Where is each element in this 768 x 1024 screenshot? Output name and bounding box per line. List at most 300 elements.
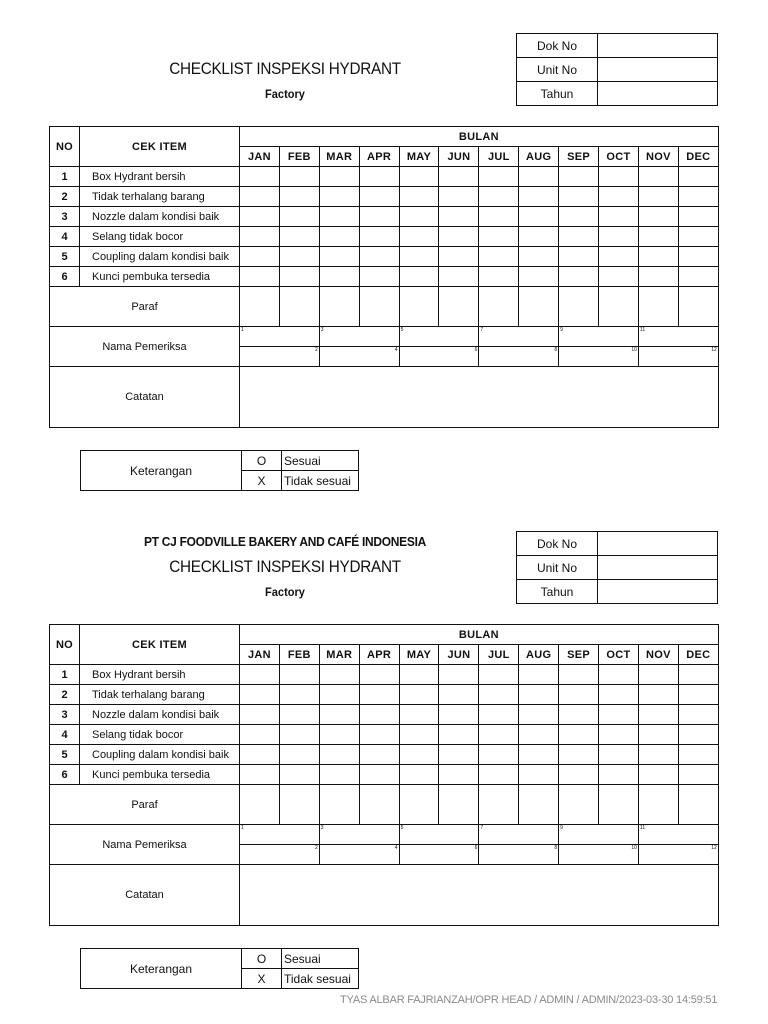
check-cell[interactable] xyxy=(559,665,599,685)
nama-cell-number[interactable]: 7 xyxy=(479,327,559,347)
check-cell[interactable] xyxy=(399,705,439,725)
check-cell[interactable] xyxy=(439,207,479,227)
nama-cell-number[interactable]: 3 xyxy=(319,825,399,845)
header-bulan: BULAN xyxy=(240,625,719,645)
paraf-cell[interactable] xyxy=(678,287,718,327)
check-cell[interactable] xyxy=(599,745,639,765)
check-cell[interactable] xyxy=(519,725,559,745)
check-cell[interactable] xyxy=(399,267,439,287)
check-cell[interactable] xyxy=(399,765,439,785)
doc-info-value-field[interactable] xyxy=(598,532,718,556)
item-number: 6 xyxy=(50,765,80,785)
item-number: 2 xyxy=(50,685,80,705)
item-label: Tidak terhalang barang xyxy=(80,187,240,207)
check-cell[interactable] xyxy=(279,725,319,745)
paraf-cell[interactable] xyxy=(559,287,599,327)
check-cell[interactable] xyxy=(559,187,599,207)
item-label: Coupling dalam kondisi baik xyxy=(80,247,240,267)
doc-info-value-field[interactable] xyxy=(598,82,718,106)
check-cell[interactable] xyxy=(638,227,678,247)
check-cell[interactable] xyxy=(240,725,280,745)
check-cell[interactable] xyxy=(279,765,319,785)
header-cek-item: CEK ITEM xyxy=(80,625,240,665)
check-cell[interactable] xyxy=(439,267,479,287)
check-cell[interactable] xyxy=(439,227,479,247)
check-cell[interactable] xyxy=(519,227,559,247)
check-cell[interactable] xyxy=(638,685,678,705)
check-cell[interactable] xyxy=(599,685,639,705)
paraf-cell[interactable] xyxy=(240,785,280,825)
header-month: FEB xyxy=(279,147,319,167)
paraf-cell[interactable] xyxy=(479,785,519,825)
doc-info-row xyxy=(517,82,718,106)
check-cell[interactable] xyxy=(479,227,519,247)
check-cell[interactable] xyxy=(678,705,718,725)
table-row xyxy=(50,765,719,785)
nama-cell-number[interactable]: 11 xyxy=(638,825,718,845)
check-cell[interactable] xyxy=(399,227,439,247)
header-month: MAR xyxy=(319,147,359,167)
catatan-field[interactable] xyxy=(240,865,719,926)
header-month: JAN xyxy=(240,147,280,167)
check-cell[interactable] xyxy=(479,705,519,725)
nama-cell-number[interactable]: 1 xyxy=(240,327,320,347)
paraf-cell[interactable] xyxy=(599,287,639,327)
check-cell[interactable] xyxy=(479,745,519,765)
check-cell[interactable] xyxy=(359,745,399,765)
check-cell[interactable] xyxy=(439,685,479,705)
doc-info-label: Unit No xyxy=(517,556,598,580)
check-cell[interactable] xyxy=(359,685,399,705)
form-subtitle: Factory xyxy=(265,87,305,101)
legend-label: Keterangan xyxy=(81,451,242,491)
header-month: AUG xyxy=(519,645,559,665)
check-cell[interactable] xyxy=(638,745,678,765)
check-cell[interactable] xyxy=(559,247,599,267)
check-cell[interactable] xyxy=(678,725,718,745)
nama-cell-number[interactable]: 6 xyxy=(399,347,479,367)
check-cell[interactable] xyxy=(678,267,718,287)
form-title: CHECKLIST INSPEKSI HYDRANT xyxy=(169,59,401,78)
nama-cell-number[interactable]: 7 xyxy=(479,825,559,845)
check-cell[interactable] xyxy=(240,167,280,187)
doc-info-row xyxy=(517,34,718,58)
header-month: OCT xyxy=(599,147,639,167)
company-name: PT CJ FOODVILLE BAKERY AND CAFÉ INDONESIA xyxy=(144,534,426,549)
check-cell[interactable] xyxy=(439,187,479,207)
nama-pemeriksa-label: Nama Pemeriksa xyxy=(50,825,240,865)
paraf-cell[interactable] xyxy=(359,287,399,327)
paraf-cell[interactable] xyxy=(519,785,559,825)
check-cell[interactable] xyxy=(638,267,678,287)
nama-cell-number[interactable]: 2 xyxy=(240,845,320,865)
document-footer: TYAS ALBAR FAJRIANZAH/OPR HEAD / ADMIN / ADMIN/2023-03-30 14:59:51 xyxy=(340,994,718,1006)
check-cell[interactable] xyxy=(678,247,718,267)
item-number: 1 xyxy=(50,167,80,187)
check-cell[interactable] xyxy=(638,665,678,685)
check-cell[interactable] xyxy=(638,705,678,725)
paraf-cell[interactable] xyxy=(240,287,280,327)
check-cell[interactable] xyxy=(559,267,599,287)
check-cell[interactable] xyxy=(319,665,359,685)
check-cell[interactable] xyxy=(519,247,559,267)
check-cell[interactable] xyxy=(479,765,519,785)
check-cell[interactable] xyxy=(319,685,359,705)
check-cell[interactable] xyxy=(678,187,718,207)
paraf-cell[interactable] xyxy=(439,785,479,825)
catatan-row xyxy=(50,865,719,926)
header-cek-item: CEK ITEM xyxy=(80,127,240,167)
check-cell[interactable] xyxy=(559,725,599,745)
nama-cell-number[interactable]: 4 xyxy=(319,347,399,367)
check-cell[interactable] xyxy=(559,227,599,247)
legend-text: Sesuai xyxy=(282,949,359,969)
legend-table xyxy=(80,450,359,491)
check-cell[interactable] xyxy=(279,267,319,287)
check-cell[interactable] xyxy=(279,187,319,207)
nama-cell-number[interactable]: 8 xyxy=(479,347,559,367)
nama-cell-number[interactable]: 5 xyxy=(399,327,479,347)
check-cell[interactable] xyxy=(279,685,319,705)
doc-info-row xyxy=(517,532,718,556)
check-cell[interactable] xyxy=(240,745,280,765)
nama-cell-number[interactable]: 4 xyxy=(319,845,399,865)
nama-cell-number[interactable]: 11 xyxy=(638,327,718,347)
check-cell[interactable] xyxy=(240,685,280,705)
check-cell[interactable] xyxy=(319,765,359,785)
check-cell[interactable] xyxy=(479,685,519,705)
check-cell[interactable] xyxy=(399,665,439,685)
check-cell[interactable] xyxy=(240,665,280,685)
check-cell[interactable] xyxy=(599,187,639,207)
check-cell[interactable] xyxy=(439,745,479,765)
check-cell[interactable] xyxy=(519,207,559,227)
check-cell[interactable] xyxy=(319,267,359,287)
doc-info-value-field[interactable] xyxy=(598,580,718,604)
nama-cell-number[interactable]: 12 xyxy=(638,347,718,367)
check-cell[interactable] xyxy=(519,187,559,207)
paraf-cell[interactable] xyxy=(519,287,559,327)
check-cell[interactable] xyxy=(279,247,319,267)
check-cell[interactable] xyxy=(399,247,439,267)
check-cell[interactable] xyxy=(319,725,359,745)
nama-cell-number[interactable]: 9 xyxy=(559,825,639,845)
check-cell[interactable] xyxy=(319,167,359,187)
paraf-cell[interactable] xyxy=(638,785,678,825)
check-cell[interactable] xyxy=(599,227,639,247)
header-month: JUN xyxy=(439,645,479,665)
check-cell[interactable] xyxy=(678,207,718,227)
check-cell[interactable] xyxy=(359,227,399,247)
check-cell[interactable] xyxy=(599,167,639,187)
check-cell[interactable] xyxy=(559,705,599,725)
nama-cell-number[interactable]: 6 xyxy=(399,845,479,865)
check-cell[interactable] xyxy=(638,207,678,227)
header-month: SEP xyxy=(559,147,599,167)
header-month: APR xyxy=(359,147,399,167)
check-cell[interactable] xyxy=(678,167,718,187)
check-cell[interactable] xyxy=(439,247,479,267)
nama-cell-number[interactable]: 12 xyxy=(638,845,718,865)
paraf-cell[interactable] xyxy=(279,287,319,327)
inspection-table xyxy=(49,624,719,926)
doc-info-label: Tahun xyxy=(517,82,598,106)
header-month: MAY xyxy=(399,147,439,167)
check-cell[interactable] xyxy=(319,187,359,207)
header-month: JAN xyxy=(240,645,280,665)
check-cell[interactable] xyxy=(599,207,639,227)
document-info-table xyxy=(516,33,718,106)
legend-row xyxy=(81,451,359,471)
paraf-cell[interactable] xyxy=(359,785,399,825)
check-cell[interactable] xyxy=(638,167,678,187)
nama-cell-number[interactable]: 8 xyxy=(479,845,559,865)
paraf-cell[interactable] xyxy=(599,785,639,825)
check-cell[interactable] xyxy=(638,765,678,785)
item-number: 4 xyxy=(50,725,80,745)
catatan-label: Catatan xyxy=(50,865,240,926)
header-month: SEP xyxy=(559,645,599,665)
check-cell[interactable] xyxy=(519,665,559,685)
check-cell[interactable] xyxy=(279,207,319,227)
check-cell[interactable] xyxy=(240,267,280,287)
legend-text: Tidak sesuai xyxy=(282,471,359,491)
check-cell[interactable] xyxy=(678,765,718,785)
check-cell[interactable] xyxy=(479,665,519,685)
header-no: NO xyxy=(50,127,80,167)
check-cell[interactable] xyxy=(359,705,399,725)
check-cell[interactable] xyxy=(479,247,519,267)
item-number: 3 xyxy=(50,705,80,725)
check-cell[interactable] xyxy=(599,705,639,725)
check-cell[interactable] xyxy=(599,247,639,267)
doc-info-row xyxy=(517,58,718,82)
check-cell[interactable] xyxy=(319,227,359,247)
check-cell[interactable] xyxy=(479,725,519,745)
check-cell[interactable] xyxy=(559,207,599,227)
paraf-label: Paraf xyxy=(50,287,240,327)
paraf-row xyxy=(50,785,719,825)
table-row xyxy=(50,665,719,685)
item-label: Kunci pembuka tersedia xyxy=(80,765,240,785)
check-cell[interactable] xyxy=(439,705,479,725)
doc-info-label: Unit No xyxy=(517,58,598,82)
check-cell[interactable] xyxy=(279,745,319,765)
table-row xyxy=(50,705,719,725)
paraf-cell[interactable] xyxy=(479,287,519,327)
legend-row xyxy=(81,949,359,969)
paraf-cell[interactable] xyxy=(638,287,678,327)
check-cell[interactable] xyxy=(479,267,519,287)
check-cell[interactable] xyxy=(399,725,439,745)
item-number: 6 xyxy=(50,267,80,287)
paraf-cell[interactable] xyxy=(319,785,359,825)
check-cell[interactable] xyxy=(359,187,399,207)
check-cell[interactable] xyxy=(319,745,359,765)
check-cell[interactable] xyxy=(559,685,599,705)
nama-pemeriksa-label: Nama Pemeriksa xyxy=(50,327,240,367)
table-row xyxy=(50,207,719,227)
check-cell[interactable] xyxy=(359,247,399,267)
check-cell[interactable] xyxy=(599,765,639,785)
nama-cell-number[interactable]: 5 xyxy=(399,825,479,845)
check-cell[interactable] xyxy=(638,247,678,267)
document-info-table xyxy=(516,531,718,604)
inspection-table xyxy=(49,126,719,428)
legend-symbol: O xyxy=(242,451,282,471)
header-month: AUG xyxy=(519,147,559,167)
check-cell[interactable] xyxy=(479,187,519,207)
check-cell[interactable] xyxy=(559,745,599,765)
table-row xyxy=(50,685,719,705)
legend-symbol: X xyxy=(242,471,282,491)
nama-cell-number[interactable]: 2 xyxy=(240,347,320,367)
paraf-cell[interactable] xyxy=(439,287,479,327)
item-label: Nozzle dalam kondisi baik xyxy=(80,705,240,725)
catatan-label: Catatan xyxy=(50,367,240,428)
paraf-cell[interactable] xyxy=(399,287,439,327)
check-cell[interactable] xyxy=(319,705,359,725)
table-row xyxy=(50,267,719,287)
check-cell[interactable] xyxy=(359,207,399,227)
check-cell[interactable] xyxy=(279,227,319,247)
nama-row-top xyxy=(50,327,719,347)
header-month: NOV xyxy=(638,147,678,167)
check-cell[interactable] xyxy=(240,705,280,725)
check-cell[interactable] xyxy=(439,765,479,785)
check-cell[interactable] xyxy=(519,685,559,705)
check-cell[interactable] xyxy=(678,745,718,765)
check-cell[interactable] xyxy=(559,765,599,785)
check-cell[interactable] xyxy=(678,665,718,685)
check-cell[interactable] xyxy=(599,267,639,287)
legend-table xyxy=(80,948,359,989)
header-month: OCT xyxy=(599,645,639,665)
check-cell[interactable] xyxy=(678,685,718,705)
check-cell[interactable] xyxy=(678,227,718,247)
doc-info-row xyxy=(517,556,718,580)
nama-cell-number[interactable]: 3 xyxy=(319,327,399,347)
item-label: Nozzle dalam kondisi baik xyxy=(80,207,240,227)
check-cell[interactable] xyxy=(439,665,479,685)
item-label: Kunci pembuka tersedia xyxy=(80,267,240,287)
paraf-cell[interactable] xyxy=(399,785,439,825)
catatan-row xyxy=(50,367,719,428)
check-cell[interactable] xyxy=(319,247,359,267)
doc-info-value-field[interactable] xyxy=(598,34,718,58)
paraf-cell[interactable] xyxy=(319,287,359,327)
form-title: CHECKLIST INSPEKSI HYDRANT xyxy=(169,557,401,576)
check-cell[interactable] xyxy=(240,247,280,267)
header-month: JUN xyxy=(439,147,479,167)
table-row xyxy=(50,167,719,187)
check-cell[interactable] xyxy=(279,167,319,187)
item-label: Tidak terhalang barang xyxy=(80,685,240,705)
check-cell[interactable] xyxy=(399,207,439,227)
nama-row-top xyxy=(50,825,719,845)
check-cell[interactable] xyxy=(519,267,559,287)
catatan-field[interactable] xyxy=(240,367,719,428)
check-cell[interactable] xyxy=(359,725,399,745)
check-cell[interactable] xyxy=(479,207,519,227)
check-cell[interactable] xyxy=(439,167,479,187)
table-row xyxy=(50,247,719,267)
table-row xyxy=(50,745,719,765)
check-cell[interactable] xyxy=(359,167,399,187)
item-number: 1 xyxy=(50,665,80,685)
check-cell[interactable] xyxy=(399,685,439,705)
legend-label: Keterangan xyxy=(81,949,242,989)
check-cell[interactable] xyxy=(599,665,639,685)
check-cell[interactable] xyxy=(319,207,359,227)
check-cell[interactable] xyxy=(479,167,519,187)
table-row xyxy=(50,227,719,247)
header-month: MAR xyxy=(319,645,359,665)
doc-info-value-field[interactable] xyxy=(598,58,718,82)
doc-info-label: Dok No xyxy=(517,532,598,556)
check-cell[interactable] xyxy=(439,725,479,745)
legend-symbol: O xyxy=(242,949,282,969)
check-cell[interactable] xyxy=(359,267,399,287)
check-cell[interactable] xyxy=(240,207,280,227)
table-row xyxy=(50,725,719,745)
header-month: APR xyxy=(359,645,399,665)
table-row xyxy=(50,187,719,207)
legend-symbol: X xyxy=(242,969,282,989)
doc-info-label: Dok No xyxy=(517,34,598,58)
nama-cell-number[interactable]: 1 xyxy=(240,825,320,845)
item-number: 2 xyxy=(50,187,80,207)
check-cell[interactable] xyxy=(399,745,439,765)
header-no: NO xyxy=(50,625,80,665)
doc-info-value-field[interactable] xyxy=(598,556,718,580)
form-subtitle: Factory xyxy=(265,585,305,599)
header-month: MAY xyxy=(399,645,439,665)
check-cell[interactable] xyxy=(279,665,319,685)
nama-cell-number[interactable]: 10 xyxy=(559,347,639,367)
check-cell[interactable] xyxy=(399,187,439,207)
item-number: 5 xyxy=(50,247,80,267)
check-cell[interactable] xyxy=(359,765,399,785)
check-cell[interactable] xyxy=(519,167,559,187)
legend-text: Tidak sesuai xyxy=(282,969,359,989)
legend-text: Sesuai xyxy=(282,451,359,471)
paraf-cell[interactable] xyxy=(559,785,599,825)
check-cell[interactable] xyxy=(279,705,319,725)
check-cell[interactable] xyxy=(599,725,639,745)
check-cell[interactable] xyxy=(638,725,678,745)
check-cell[interactable] xyxy=(519,765,559,785)
item-label: Box Hydrant bersih xyxy=(80,665,240,685)
paraf-cell[interactable] xyxy=(279,785,319,825)
paraf-cell[interactable] xyxy=(678,785,718,825)
check-cell[interactable] xyxy=(240,227,280,247)
check-cell[interactable] xyxy=(638,187,678,207)
nama-cell-number[interactable]: 10 xyxy=(559,845,639,865)
check-cell[interactable] xyxy=(399,167,439,187)
check-cell[interactable] xyxy=(519,745,559,765)
check-cell[interactable] xyxy=(519,705,559,725)
check-cell[interactable] xyxy=(240,765,280,785)
check-cell[interactable] xyxy=(240,187,280,207)
nama-cell-number[interactable]: 9 xyxy=(559,327,639,347)
header-bulan: BULAN xyxy=(240,127,719,147)
header-month: JUL xyxy=(479,645,519,665)
check-cell[interactable] xyxy=(559,167,599,187)
check-cell[interactable] xyxy=(359,665,399,685)
item-label: Box Hydrant bersih xyxy=(80,167,240,187)
paraf-row xyxy=(50,287,719,327)
